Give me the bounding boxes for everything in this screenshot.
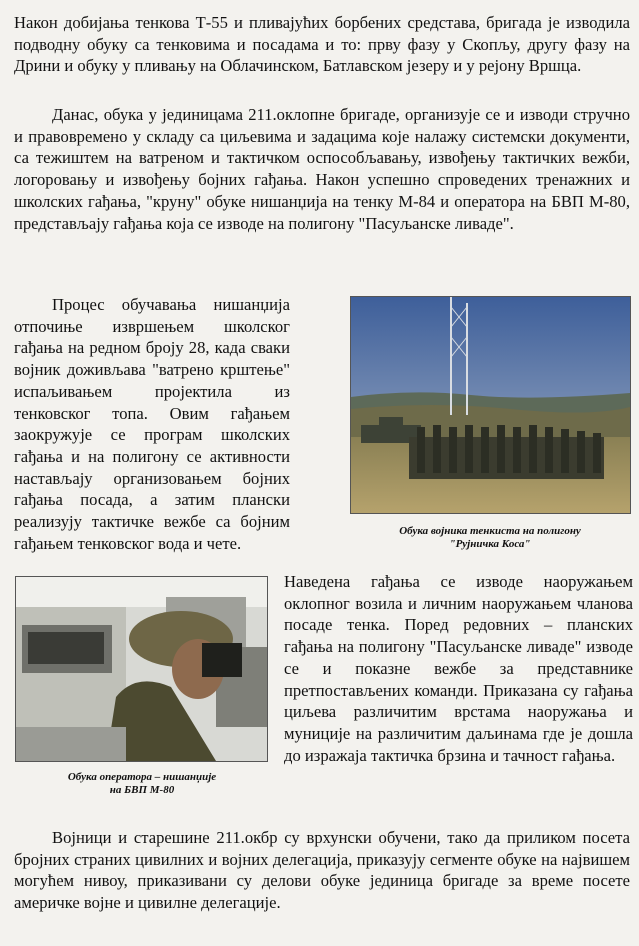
paragraph-1-block	[14, 12, 630, 77]
operator-training-caption-line-2: на БВП М-80	[109, 784, 175, 796]
paragraph-4-block	[284, 571, 633, 766]
tank-training-caption	[366, 525, 614, 551]
tank-training-image	[351, 297, 630, 513]
operator-training-image	[16, 577, 267, 761]
operator-training-caption	[20, 771, 264, 797]
paragraph-3-block	[14, 294, 290, 554]
tank-training-caption-line-2: "Рујничка Коса"	[449, 538, 531, 550]
operator-training-photo	[15, 576, 268, 762]
paragraph-5-block	[14, 827, 630, 914]
tank-training-caption-line-1: Обука војника тенкиста на полигону	[399, 525, 581, 537]
paragraph-3: Процес обучавања нишанџија отпочиње извршењем школског гађања на редном броју 28, када сваки војник доживљава "ватрено крштење" испаљивањем пројектила из тенковског топа. Овим гађањем заокружује се програм школских гађања и на полигону се активности настављају организовањем бојних гађања посада, а затим плански реализују тактичке вежбе са бојним гађањем тенковског вода и чете.	[14, 295, 290, 553]
operator-training-caption-line-1: Обука оператора – нишанџије	[67, 771, 217, 783]
paragraph-2-block	[14, 104, 630, 234]
paragraph-2: Данас, обука у јединицама 211.оклопне бригаде, организује се и изводи стручно и правовремено у складу са циљевима и задацима које налажу системски документи, са тежиштем на ватреном и тактичком оспособљавању, извођењу тактичких вежби, логоровању и извођењу бојних гађања. Након успешно спроведених тренажних и школских гађања, "круну" обуке нишанџија на тенку М-84 и оператора на БВП М-80, представљају гађања која се изводе на полигону "Пасуљанске ливаде".	[14, 105, 630, 233]
paragraph-4: Наведена гађања се изводе наоружањем оклопног возила и личним наоружањем чланова посаде тенка. Поред редовних – планских гађања на полигону "Пасуљанске ливаде" изводе се и показне вежбе за представнике претпостављених команди. Приказана су гађања циљева различитим врстама наоружања и муниције на различитим даљинама где је дошла до изражаја тактичка брзина и тачност гађања.	[284, 572, 633, 765]
paragraph-5: Војници и старешине 211.окбр су врхунски обучени, тако да приликом посета бројних страних цивилних и војних делегација, приказују сегменте обуке на највишем могућем нивоу, приказивани су делови обуке јединица бригаде за време посете америчке војне и цивилне делегације.	[14, 828, 630, 913]
tank-training-photo	[350, 296, 631, 514]
paragraph-1: Након добијања тенкова Т-55 и пливајућих борбених средстава, бригада је изводила подводну обуку са тенковима и посадама и то: прву фазу у Скопљу, другу фазу на Дрини и обуку у пливању на Облачинском, Батлавском језеру и у рејону Вршца.	[14, 13, 630, 76]
